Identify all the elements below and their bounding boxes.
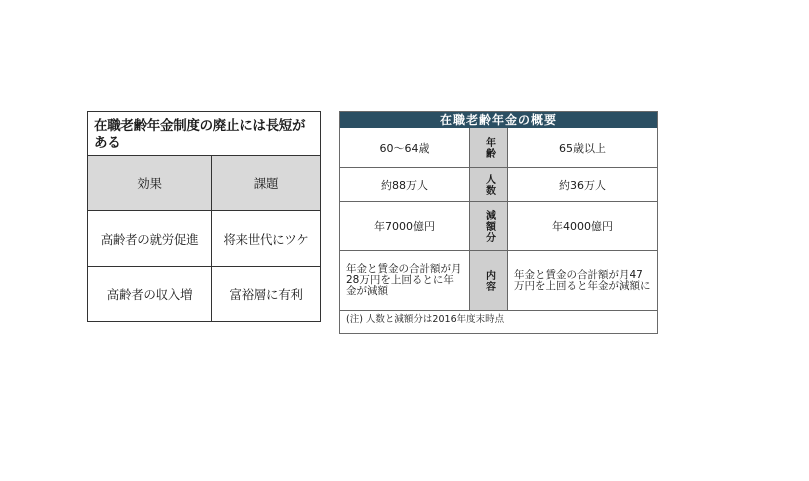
effect-cell: 高齢者の就労促進 bbox=[88, 211, 212, 266]
row-label: 内容 bbox=[470, 251, 508, 310]
left-value: 約88万人 bbox=[340, 168, 470, 201]
overview-table bbox=[339, 111, 658, 334]
table-header-row bbox=[88, 156, 320, 211]
right-value: 年4000億円 bbox=[552, 220, 613, 233]
row-label: 年齢 bbox=[470, 128, 508, 167]
issue-cell: 富裕層に有利 bbox=[229, 287, 303, 302]
table-row bbox=[340, 168, 657, 202]
overview-title: 在職老齢年金の概要 bbox=[340, 112, 657, 128]
footnote: (注) 人数と減額分は2016年度末時点 bbox=[346, 314, 505, 325]
table-row bbox=[340, 202, 657, 251]
issue-cell: 将来世代にツケ bbox=[223, 231, 309, 247]
pros-cons-table bbox=[87, 111, 321, 322]
table-row bbox=[88, 267, 320, 321]
table-row bbox=[340, 251, 657, 311]
right-value: 65歳以上 bbox=[559, 141, 606, 155]
effect-cell: 高齢者の収入増 bbox=[88, 267, 212, 321]
right-value: 年金と賃金の合計額が月47万円を上回ると年金が減額に bbox=[514, 268, 651, 292]
header-issue: 課題 bbox=[253, 176, 279, 191]
right-value: 約36万人 bbox=[559, 178, 606, 192]
table-row bbox=[88, 211, 320, 267]
left-value: 年金と賃金の合計額が月28万円を上回るとに年金が減額 bbox=[340, 251, 470, 310]
pros-cons-title: 在職老齢年金制度の廃止には長短がある bbox=[88, 112, 320, 156]
left-value: 60〜64歳 bbox=[340, 128, 470, 167]
left-value: 年7000億円 bbox=[340, 202, 470, 250]
row-label: 人数 bbox=[470, 168, 508, 201]
row-label: 減額分 bbox=[470, 202, 508, 250]
header-effect: 効果 bbox=[88, 156, 212, 210]
table-row bbox=[340, 128, 657, 168]
